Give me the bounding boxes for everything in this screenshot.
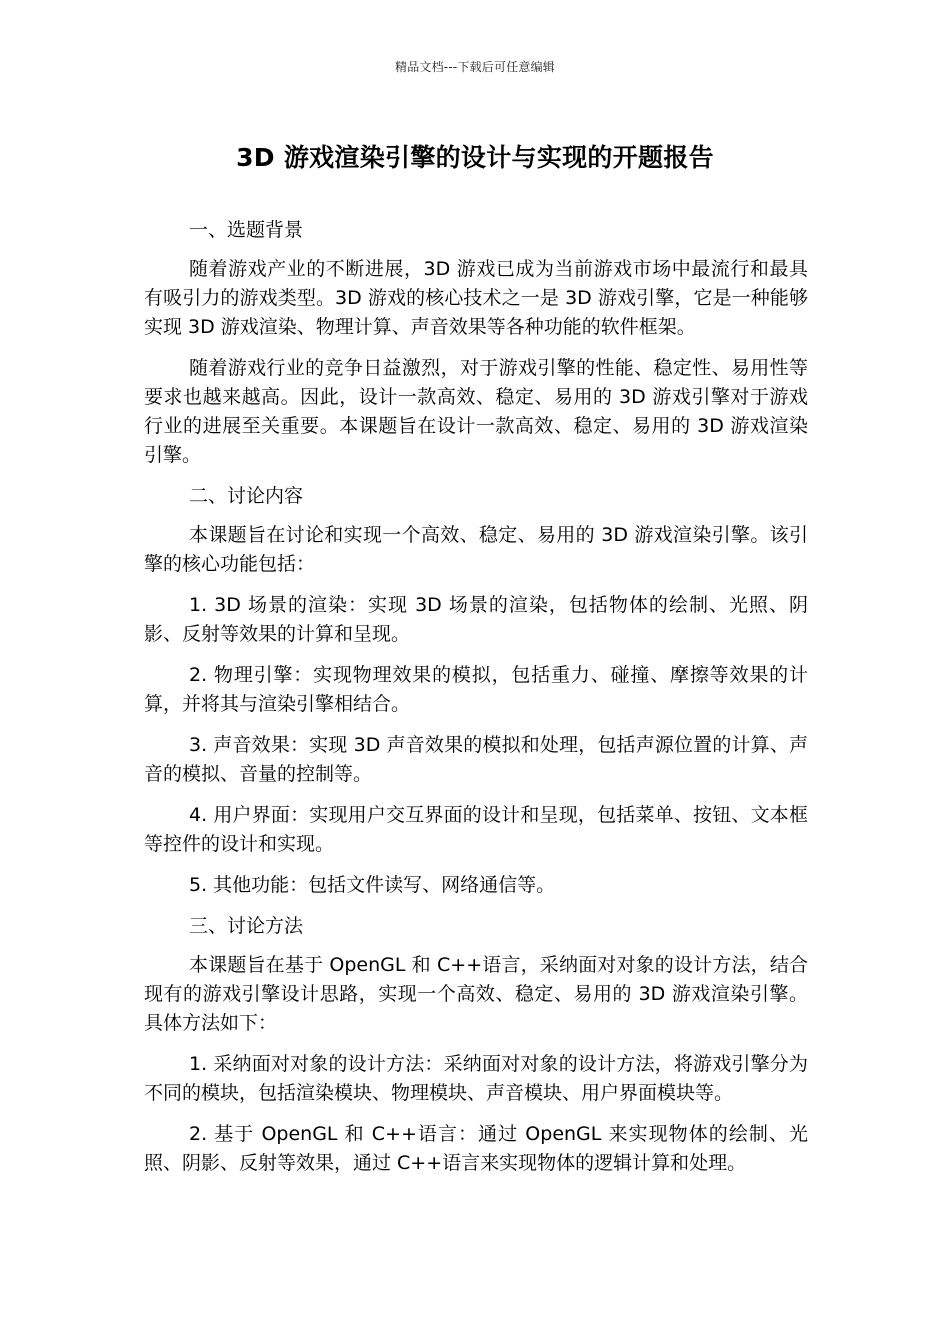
list-item: 3. 声音效果：实现 3D 声音效果的模拟和处理，包括声源位置的计算、声音的模拟、音量的控制等。	[144, 734, 808, 785]
list-item: 1. 采纳面对对象的设计方法：采纳面对对象的设计方法，将游戏引擎分为不同的模块，包括渲染模块、物理模块、声音模块、用户界面模块等。	[144, 1053, 808, 1104]
paragraph: 随着游戏行业的竞争日益激烈，对于游戏引擎的性能、稳定性、易用性等要求也越来越高。因此，设计一款高效、稳定、易用的 3D 游戏引擎对于游戏行业的进展至关重要。本课题旨在设计一款高效、稳定、易用的 3D 游戏渲染引擎。	[144, 357, 808, 466]
list-item: 5. 其他功能：包括文件读写、网络通信等。	[189, 874, 556, 896]
section-heading-content: 二、讨论内容	[189, 485, 304, 507]
document-body	[144, 216, 808, 1190]
paragraph: 随着游戏产业的不断进展，3D 游戏已成为当前游戏市场中最流行和最具有吸引力的游戏类型。3D 游戏的核心技术之一是 3D 游戏引擎，它是一种能够实现 3D 游戏渲染、物理计算、声音效果等各种功能的软件框架。	[144, 258, 808, 338]
paragraph: 本课题旨在讨论和实现一个高效、稳定、易用的 3D 游戏渲染引擎。该引擎的核心功能包括：	[144, 524, 808, 575]
paragraph: 本课题旨在基于 OpenGL 和 C++语言，采纳面对对象的设计方法，结合现有的游戏引擎设计思路，实现一个高效、稳定、易用的 3D 游戏渲染引擎。具体方法如下：	[144, 954, 808, 1034]
page-header-note: 精品文档---下载后可任意编辑	[395, 60, 555, 74]
document-title: 3D 游戏渲染引擎的设计与实现的开题报告	[236, 143, 714, 172]
list-item: 4. 用户界面：实现用户交互界面的设计和呈现，包括菜单、按钮、文本框等控件的设计和实现。	[144, 804, 808, 855]
section-heading-background: 一、选题背景	[189, 219, 304, 241]
list-item: 2. 基于 OpenGL 和 C++语言：通过 OpenGL 来实现物体的绘制、光照、阴影、反射等效果，通过 C++语言来实现物体的逻辑计算和处理。	[144, 1123, 808, 1174]
section-heading-method: 三、讨论方法	[189, 915, 304, 937]
list-item: 1. 3D 场景的渲染：实现 3D 场景的渲染，包括物体的绘制、光照、阴影、反射等效果的计算和呈现。	[144, 594, 808, 645]
list-item: 2. 物理引擎：实现物理效果的模拟，包括重力、碰撞、摩擦等效果的计算，并将其与渲染引擎相结合。	[144, 664, 808, 715]
